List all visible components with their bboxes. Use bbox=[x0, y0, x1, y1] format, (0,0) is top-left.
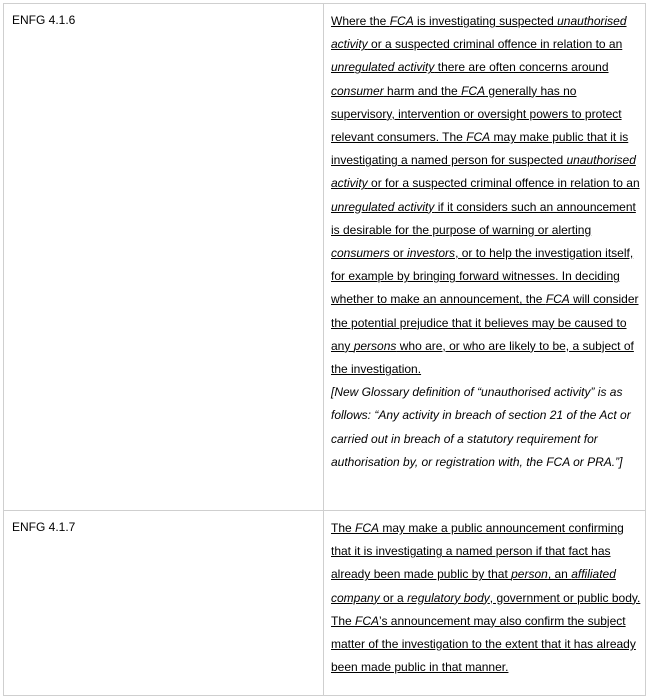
provision-reference: ENFG 4.1.7 bbox=[4, 511, 324, 696]
table-row bbox=[4, 511, 646, 696]
provision-reference: ENFG 4.1.6 bbox=[4, 4, 324, 511]
provision-text: Where the FCA is investigating suspected unauthorised activity or a suspected criminal offence in relation to an unregulated activity there are often concerns around consumer harm and the FCA generally has no supervisory, intervention or oversight powers to protect relevant consumers. The FCA may make public that it is investigating a named person for suspected unauthorised activity or for a suspected criminal offence in relation to an unregulated activity if it considers such an announcement is desirable for the purpose of warning or alerting consumers or investors, or to help the investigation itself, for example by bringing forward witnesses. In deciding whether to make an announcement, the FCA will consider the potential prejudice that it believes may be caused to any persons who are, or who are likely to be, a subject of the investigation. bbox=[331, 14, 640, 377]
glossary-note: [New Glossary definition of “unauthorised activity” is as follows: “Any activity in breach of section 21 of the Act or carried out in breach of a statutory requirement for authorisation by, or registration with, the FCA or PRA.”] bbox=[331, 385, 631, 469]
provision-text-cell bbox=[324, 511, 646, 696]
provision-text: The FCA may make a public announcement confirming that it is investigating a named person if that fact has already been made public by that person, an affiliated company or a regulatory body, government or public body. The FCA’s announcement may also confirm the subject matter of the investigation to the extent that it has already been made public in that manner. bbox=[331, 521, 641, 675]
provisions-table bbox=[3, 3, 646, 696]
provision-text-cell bbox=[324, 4, 646, 511]
table-row bbox=[4, 4, 646, 511]
